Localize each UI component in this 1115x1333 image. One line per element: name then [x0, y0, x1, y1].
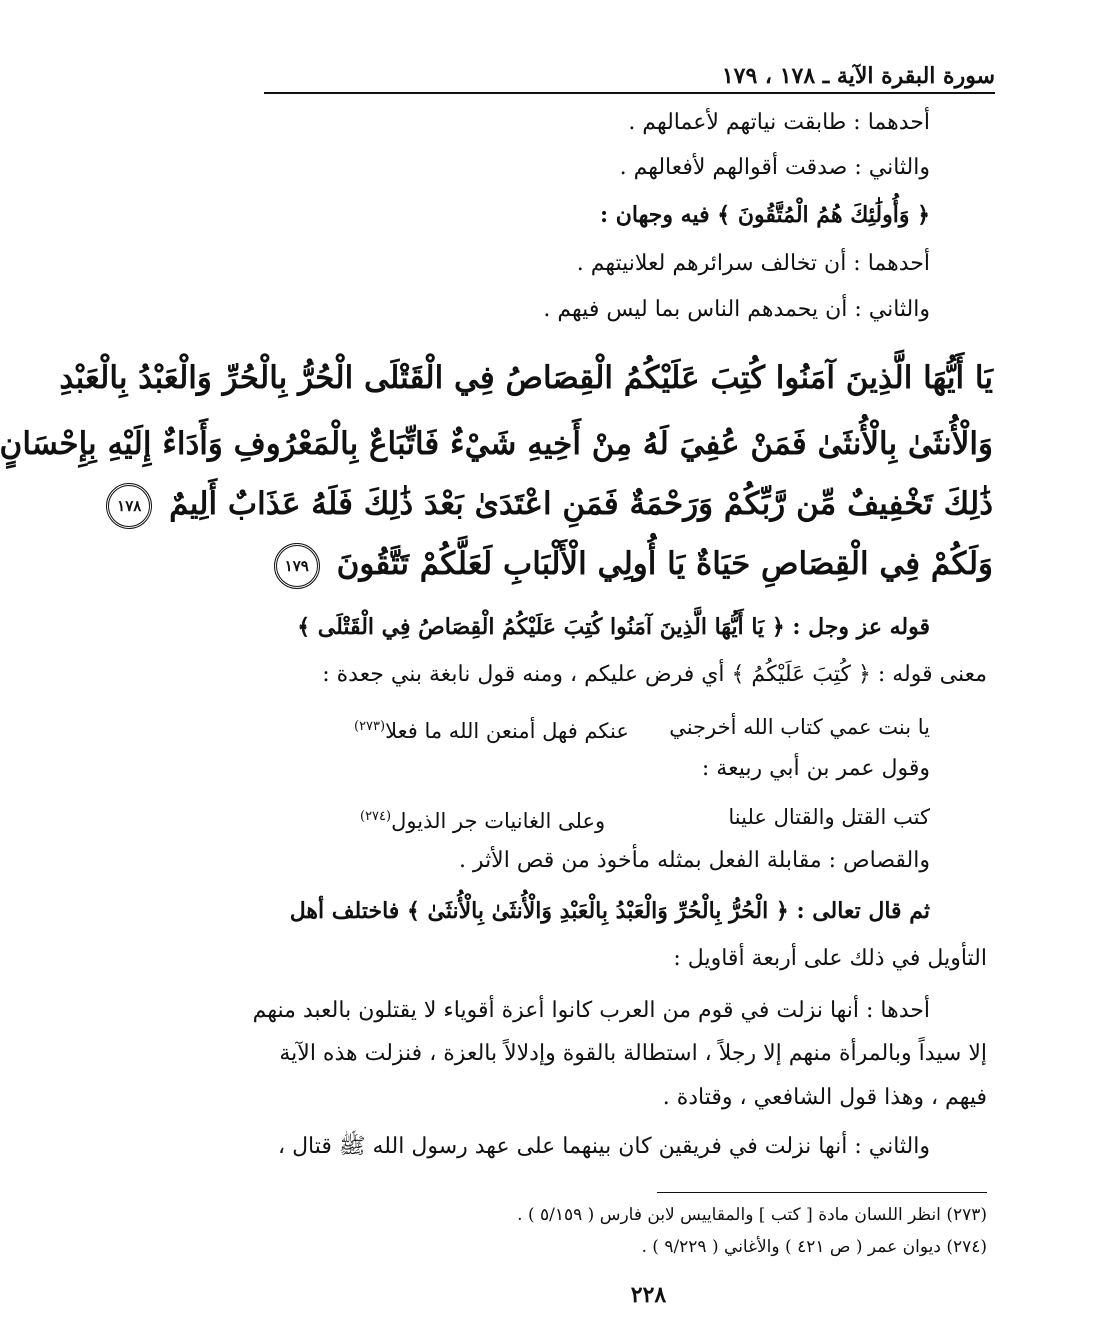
footnote-ref: (٢٧٣) [354, 719, 386, 734]
footnote-divider [657, 1192, 987, 1193]
footnote: (٢٧٣) انظر اللسان مادة [ كتب ] والمقاييس لابن فارس ( ٥/١٥٩ ) . [517, 1205, 987, 1225]
quran-verse-line: يَا أَيُّهَا الَّذِينَ آمَنُوا كُتِبَ عَلَيْكُمُ الْقِصَاصُ فِي الْقَتْلَى الْحُرُّ بِالْحُرِّ وَالْعَبْدُ بِالْعَبْدِ [59, 360, 993, 396]
text-line: ثم قال تعالى : ﴿ الْحُرُّ بِالْحُرِّ وَالْعَبْدُ بِالْعَبْدِ وَالْأُنثَىٰ بِالْأُنثَىٰ ﴾ فاختلف أهل [289, 898, 930, 924]
text-line: والقصاص : مقابلة الفعل بمثله مأخوذ من قص الأثر . [458, 848, 930, 873]
ayah-number-marker: ١٧٩ [274, 543, 320, 589]
footnote-ref: (٢٧٤) [360, 809, 392, 824]
footnote: (٢٧٤) ديوان عمر ( ص ٤٢١ ) والأغاني ( ٩/٢٢٩ ) . [641, 1237, 987, 1257]
text-line: أحدها : أنها نزلت في قوم من العرب كانوا أعزة أقوياء لا يقتلون بالعبد منهم [252, 998, 930, 1023]
text-line: والثاني : أن يحمدهم الناس بما ليس فيهم . [543, 297, 930, 322]
text-line: أحدهما : طابقت نياتهم لأعمالهم . [628, 110, 930, 135]
text-line: والثاني : أنها نزلت في فريقين كان بينهما على عهد رسول الله ﷺ قتال ، [277, 1134, 930, 1159]
text-line: أحدهما : أن تخالف سرائرهم لعلانيتهم . [576, 251, 930, 276]
hemistich-text: وعلى الغانيات جر الذيول [391, 809, 606, 833]
text-line: معنى قوله : ﴿ كُتِبَ عَلَيْكُمُ ﴾ أي فرض عليكم ، ومنه قول نابغة بني جعدة : [322, 662, 987, 687]
text-line: التأويل في ذلك على أربعة أقاويل : [673, 946, 987, 971]
quran-verse-line: وَالْأُنثَىٰ بِالْأُنثَىٰ فَمَنْ عُفِيَ لَهُ مِنْ أَخِيهِ شَيْءٌ فَاتِّبَاعٌ بِالْمَعْرُوفِ وَأَدَاءٌ إِلَيْهِ بِإِحْسَانٍ [0, 426, 993, 462]
header-title: سورة البقرة الآية ـ ١٧٨ ، ١٧٩ [721, 63, 995, 89]
text-line: فيهم ، وهذا قول الشافعي ، وقتادة . [662, 1085, 987, 1110]
quran-verse-line [117, 482, 993, 529]
text-line: ﴿ وَأُولَٰئِكَ هُمُ الْمُتَّقُونَ ﴾ فيه وجهان : [600, 202, 930, 228]
running-header [264, 58, 995, 94]
text-line: قوله عز وجل : ﴿ يَا أَيُّهَا الَّذِينَ آمَنُوا كُتِبَ عَلَيْكُمُ الْقِصَاصُ فِي الْقَتْلَى ﴾ [297, 614, 930, 640]
page-number: ٢٢٨ [630, 1282, 667, 1308]
hemistich-text: عنكم فهل أمنعن الله ما فعلا [385, 719, 629, 743]
text-line: والثاني : صدقت أقوالهم لأفعالهم . [619, 155, 930, 180]
poem-hemistich-left [354, 712, 629, 746]
poem-hemistich-right: كتب القتل والقتال علينا [728, 805, 930, 829]
poem-hemistich-left [360, 802, 605, 836]
text-line: وقول عمر بن أبي ربيعة : [701, 756, 930, 781]
verse-text: وَلَكُمْ فِي الْقِصَاصِ حَيَاةٌ يَا أُولِي الْأَلْبَابِ لَعَلَّكُمْ تَتَّقُونَ [336, 546, 993, 582]
ayah-number-marker: ١٧٨ [106, 483, 152, 529]
text-line: إلا سيداً وبالمرأة منهم إلا رجلاً ، استطالة بالقوة وإدلالاً بالعزة ، فنزلت هذه الآية [279, 1041, 987, 1066]
quran-verse-line [262, 542, 993, 589]
verse-text: ذَٰلِكَ تَخْفِيفٌ مِّن رَّبِّكُمْ وَرَحْمَةٌ فَمَنِ اعْتَدَىٰ بَعْدَ ذَٰلِكَ فَلَهُ عَذَابٌ أَلِيمٌ [169, 486, 993, 522]
poem-hemistich-right: يا بنت عمي كتاب الله أخرجني [669, 715, 930, 739]
